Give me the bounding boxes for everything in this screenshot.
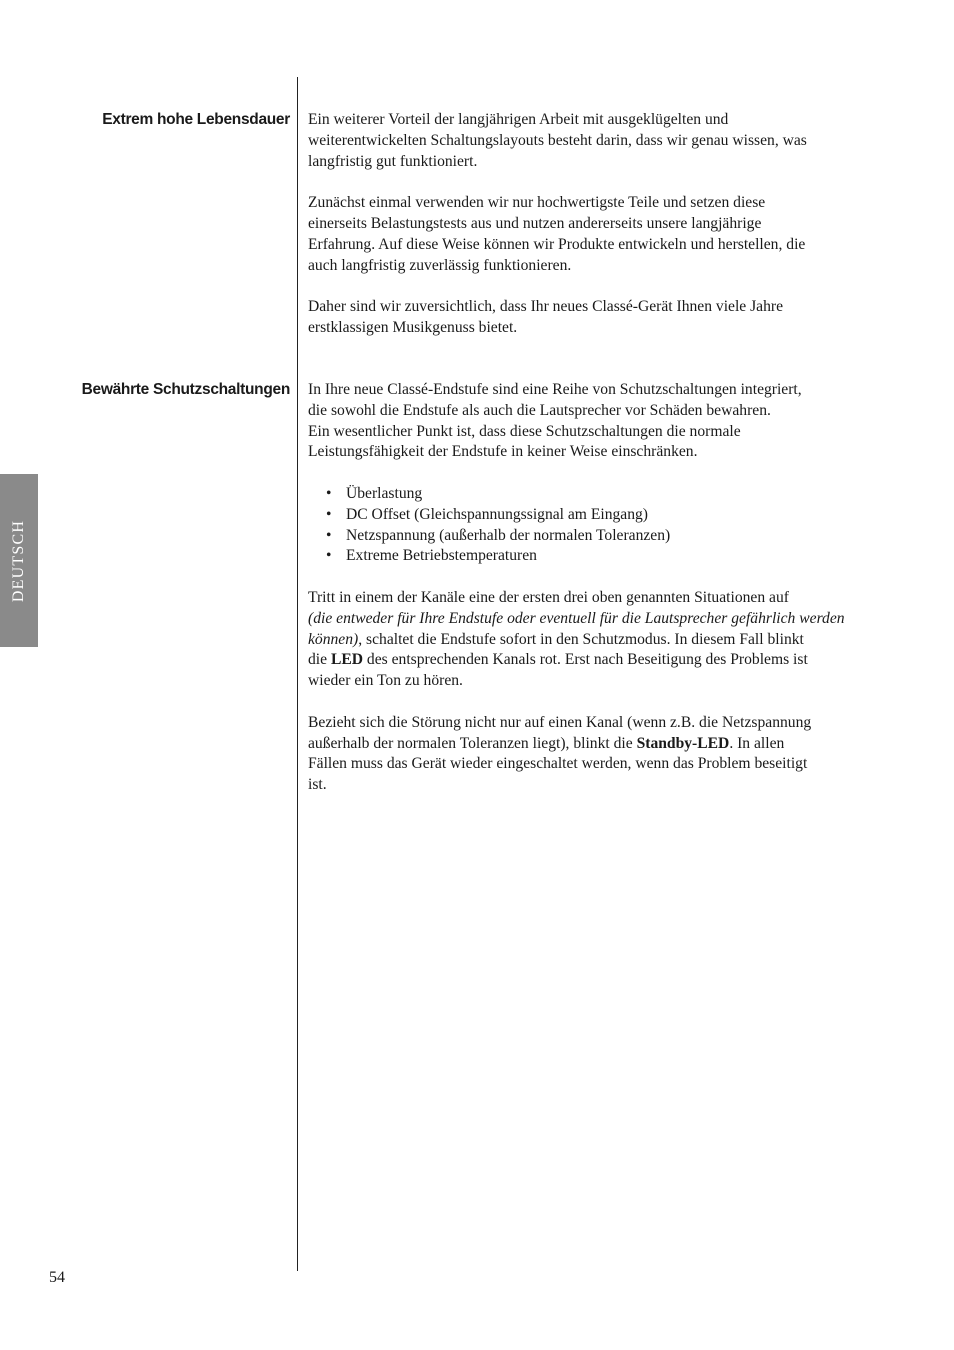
list-item: • DC Offset (Gleichspannungssignal am Eingang) [308, 505, 864, 526]
paragraph: Tritt in einem der Kanäle eine der ersten drei oben genannten Situationen auf (die entweder für Ihre Endstufe oder eventuell für die Lautsprecher gefährlich werden können), schaltet die Endstufe sofort in den Schutzmodus. In diesem Fall blinkt die LED des entsprechenden Kanals rot. Erst nach Beseitigung des Problems ist wieder ein Ton zu hören. [308, 588, 845, 690]
section-heading-lifetime: Extrem hohe Lebensdauer [102, 111, 290, 128]
list-item: • Extreme Betriebstemperaturen [308, 546, 864, 567]
language-tab [0, 474, 38, 647]
paragraph: Daher sind wir zuversichtlich, dass Ihr neues Classé-Gerät Ihnen viele Jahre erstklassigen Musikgenuss bietet. [308, 298, 784, 336]
standby-led-label: Standby-LED [636, 734, 730, 752]
column-divider [297, 77, 298, 1271]
language-tab-label: DEUTSCH [10, 519, 27, 602]
section-body-protection [308, 380, 864, 796]
list-item: • Netzspannung (außerhalb der normalen Toleranzen) [308, 526, 864, 547]
paragraph: Bezieht sich die Störung nicht nur auf einen Kanal (wenn z.B. die Netzspannung außerhalb der normalen Toleranzen liegt), blinkt die Standby-LED. In allen Fällen muss das Gerät wieder eingeschaltet werden, wenn das Problem beseitigt ist. [308, 713, 812, 794]
paragraph: In Ihre neue Classé-Endstufe sind eine Reihe von Schutzschaltungen integriert, die sowohl die Endstufe als auch die Lautsprecher vor Schäden bewahren. Ein wesentlicher Punkt ist, dass diese Schutzschaltungen die normale Leistungsfähigkeit der Endstufe in keiner Weise einschränken. [308, 381, 802, 461]
paragraph: Ein weiterer Vorteil der langjährigen Arbeit mit ausgeklügelten und weiterentwickelten Schaltungslayouts besteht darin, dass wir genau wissen, was langfristig gut funktioniert. [308, 111, 807, 170]
protection-list [308, 484, 864, 567]
list-item: • Überlastung [308, 484, 864, 505]
paragraph: Zunächst einmal verwenden wir nur hochwertigste Teile und setzen diese einerseits Belastungstests aus und nutzen andererseits unsere langjährige Erfahrung. Auf diese Weise können wir Produkte entwickeln und herstellen, die auch langfristig zuverlässig funktionieren. [308, 194, 806, 274]
page-number: 54 [49, 1269, 65, 1286]
section-heading-protection: Bewährte Schutzschaltungen [81, 381, 290, 398]
section-body-lifetime [308, 110, 864, 339]
led-label: LED [330, 651, 364, 669]
